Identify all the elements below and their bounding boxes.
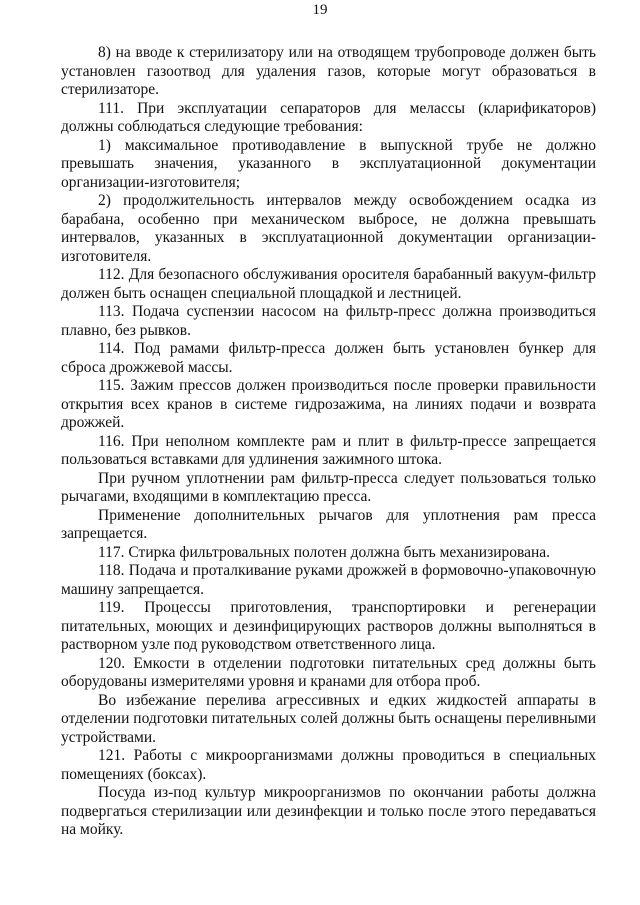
paragraph-118: 118. Подача и проталкивание руками дрожжей в формовочно-упаковочную машину запрещается. xyxy=(61,562,596,598)
paragraph-121-dishes: Посуда из-под культур микроорганизмов по окончании работы должна подвергаться стерилизации или дезинфекции и только после этого передаваться на мойку. xyxy=(61,784,596,838)
paragraph-116: 116. При неполном комплекте рам и плит в фильтр-прессе запрещается пользоваться вставками для удлинения зажимного штока. xyxy=(61,432,596,468)
paragraph-121: 121. Работы с микроорганизмами должны проводиться в специальных помещениях (боксах). xyxy=(61,747,596,783)
document-body xyxy=(61,44,596,840)
paragraph-111-item-2: 2) продолжительность интервалов между освобождением осадка из барабана, особенно при механическом выбросе, не должна превышать интервалов, указанных в эксплуатационной документации организации-изготовителя. xyxy=(61,192,596,265)
paragraph-115: 115. Зажим прессов должен производиться после проверки правильности открытия всех кранов в системе гидрозажима, на линиях подачи и возврата дрожжей. xyxy=(61,377,596,431)
paragraph-113: 113. Подача суспензии насосом на фильтр-пресс должна производиться плавно, без рывков. xyxy=(61,303,596,339)
paragraph-120: 120. Емкости в отделении подготовки питательных сред должны быть оборудованы измерителями уровня и кранами для отбора проб. xyxy=(61,654,596,690)
paragraph-117: 117. Стирка фильтровальных полотен должна быть механизирована. xyxy=(98,543,551,561)
paragraph-120-overflow: Во избежание перелива агрессивных и едких жидкостей аппараты в отделении подготовки питательных солей должны быть оснащены переливными устройствами. xyxy=(61,691,596,746)
paragraph-114: 114. Под рамами фильтр-пресса должен быть установлен бункер для сброса дрожжевой массы. xyxy=(61,340,596,376)
paragraph-8-vent: 8) на вводе к стерилизатору или на отводящем трубопроводе должен быть установлен газоотвод для удаления газов, которые могут образоваться в стерилизаторе. xyxy=(61,44,596,98)
paragraph-116-levers: Применение дополнительных рычагов для уплотнения рам пресса запрещается. xyxy=(61,506,596,542)
paragraph-111-item-1: 1) максимальное противодавление в выпускной трубе не должно превышать значения, указанного в эксплуатационной документации организации-изготовителя; xyxy=(61,136,596,191)
paragraph-112: 112. Для безопасного обслуживания оросителя барабанный вакуум-фильтр должен быть оснащен специальной площадкой и лестницей. xyxy=(61,266,596,302)
paragraph-119: 119. Процессы приготовления, транспортировки и регенерации питательных, моющих и дезинфицирующих растворов должны выполняться в растворном узле под руководством ответственного лица. xyxy=(61,599,596,653)
page-number: 19 xyxy=(312,2,328,18)
paragraph-111: 111. При эксплуатации сепараторов для мелассы (кларификаторов) должны соблюдаться следующие требования: xyxy=(61,99,596,135)
paragraph-116-manual: При ручном уплотнении рам фильтр-пресса следует пользоваться только рычагами, входящими в комплектацию пресса. xyxy=(61,469,596,505)
